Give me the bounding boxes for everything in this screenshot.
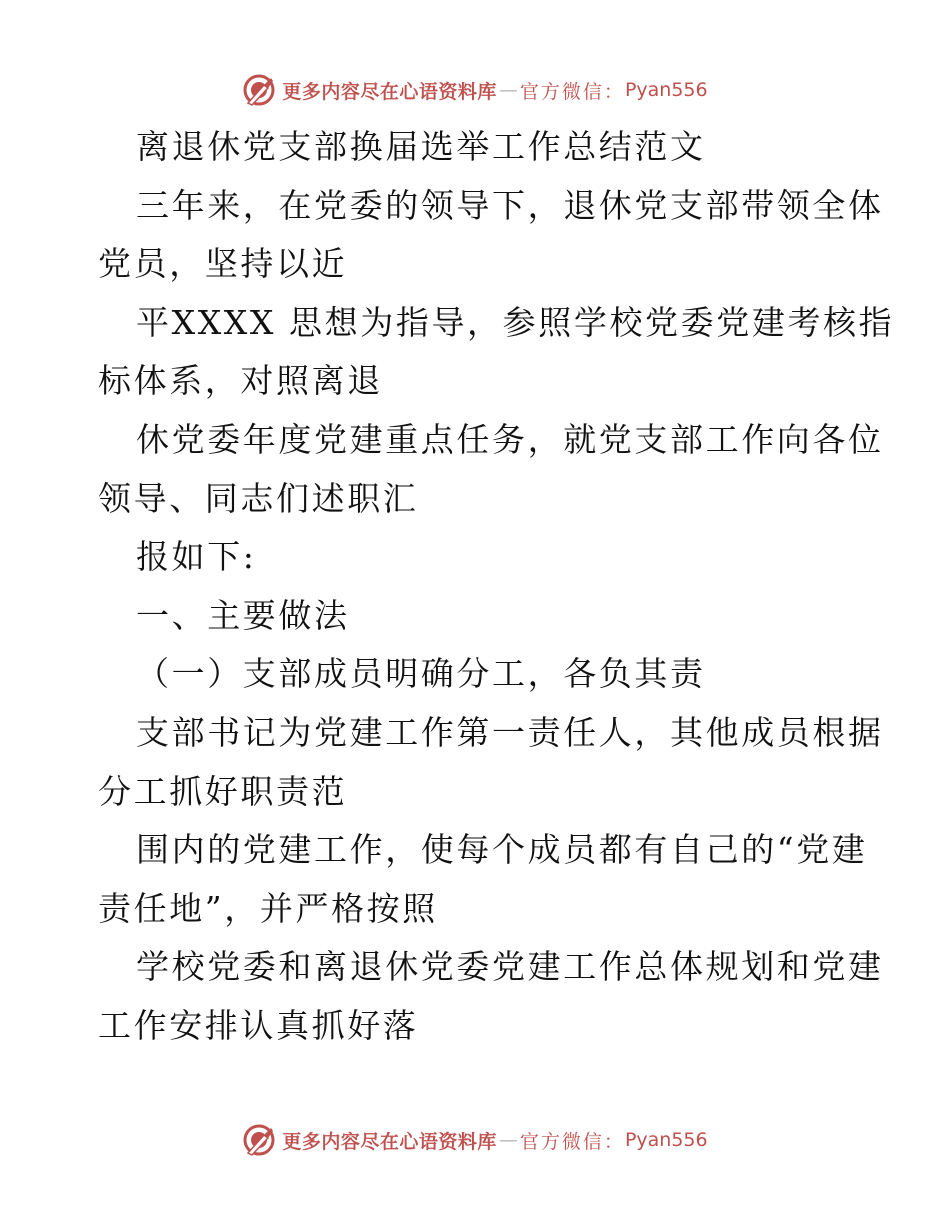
watermark-wechat-id: Pyan556: [624, 79, 708, 101]
watermark-separator: —: [498, 1129, 518, 1151]
watermark-sub-text: 官方微信：: [519, 80, 625, 103]
document-line: 离退休党支部换届选举工作总结范文: [136, 127, 706, 166]
seal-pen-icon: [242, 73, 276, 107]
document-body: [98, 118, 895, 1056]
watermark-main-text: 更多内容尽在心语资料库: [282, 1130, 497, 1153]
document-line: 报如下:: [136, 537, 257, 577]
document-line: （一）支部成员明确分工，各负其责: [136, 654, 706, 694]
document-line: 支部书记为党建工作第一责任人，其他成员根据: [136, 712, 884, 752]
document-line: 一、主要做法: [136, 595, 350, 635]
document-line: 休党委年度党建重点任务，就党支部工作向各位: [136, 419, 884, 459]
document-line: 领导、同志们述职汇: [98, 478, 419, 518]
document-line: 分工抓好职责范: [98, 771, 348, 811]
footer-watermark: [0, 1120, 950, 1160]
document-line: 党员，坚持以近: [98, 244, 348, 284]
document-line: 标体系，对照离退: [98, 361, 383, 401]
document-line: 责任地”，并严格按照: [98, 888, 438, 928]
header-watermark: [0, 70, 950, 110]
seal-pen-icon: [242, 1123, 276, 1157]
watermark-separator: —: [498, 79, 518, 101]
document-line: 三年来，在党委的领导下，退休党支部带领全体: [136, 185, 884, 225]
watermark-main-text: 更多内容尽在心语资料库: [282, 80, 497, 103]
document-line: 工作安排认真抓好落: [98, 1005, 419, 1045]
document-line: 围内的党建工作，使每个成员都有自己的“党建: [136, 830, 868, 870]
watermark-wechat-id: Pyan556: [624, 1129, 708, 1151]
document-line: 平XXXX 思想为指导，参照学校党委党建考核指: [136, 302, 895, 342]
document-line: 学校党委和离退休党委党建工作总体规划和党建: [136, 947, 884, 987]
watermark-sub-text: 官方微信：: [519, 1130, 625, 1153]
